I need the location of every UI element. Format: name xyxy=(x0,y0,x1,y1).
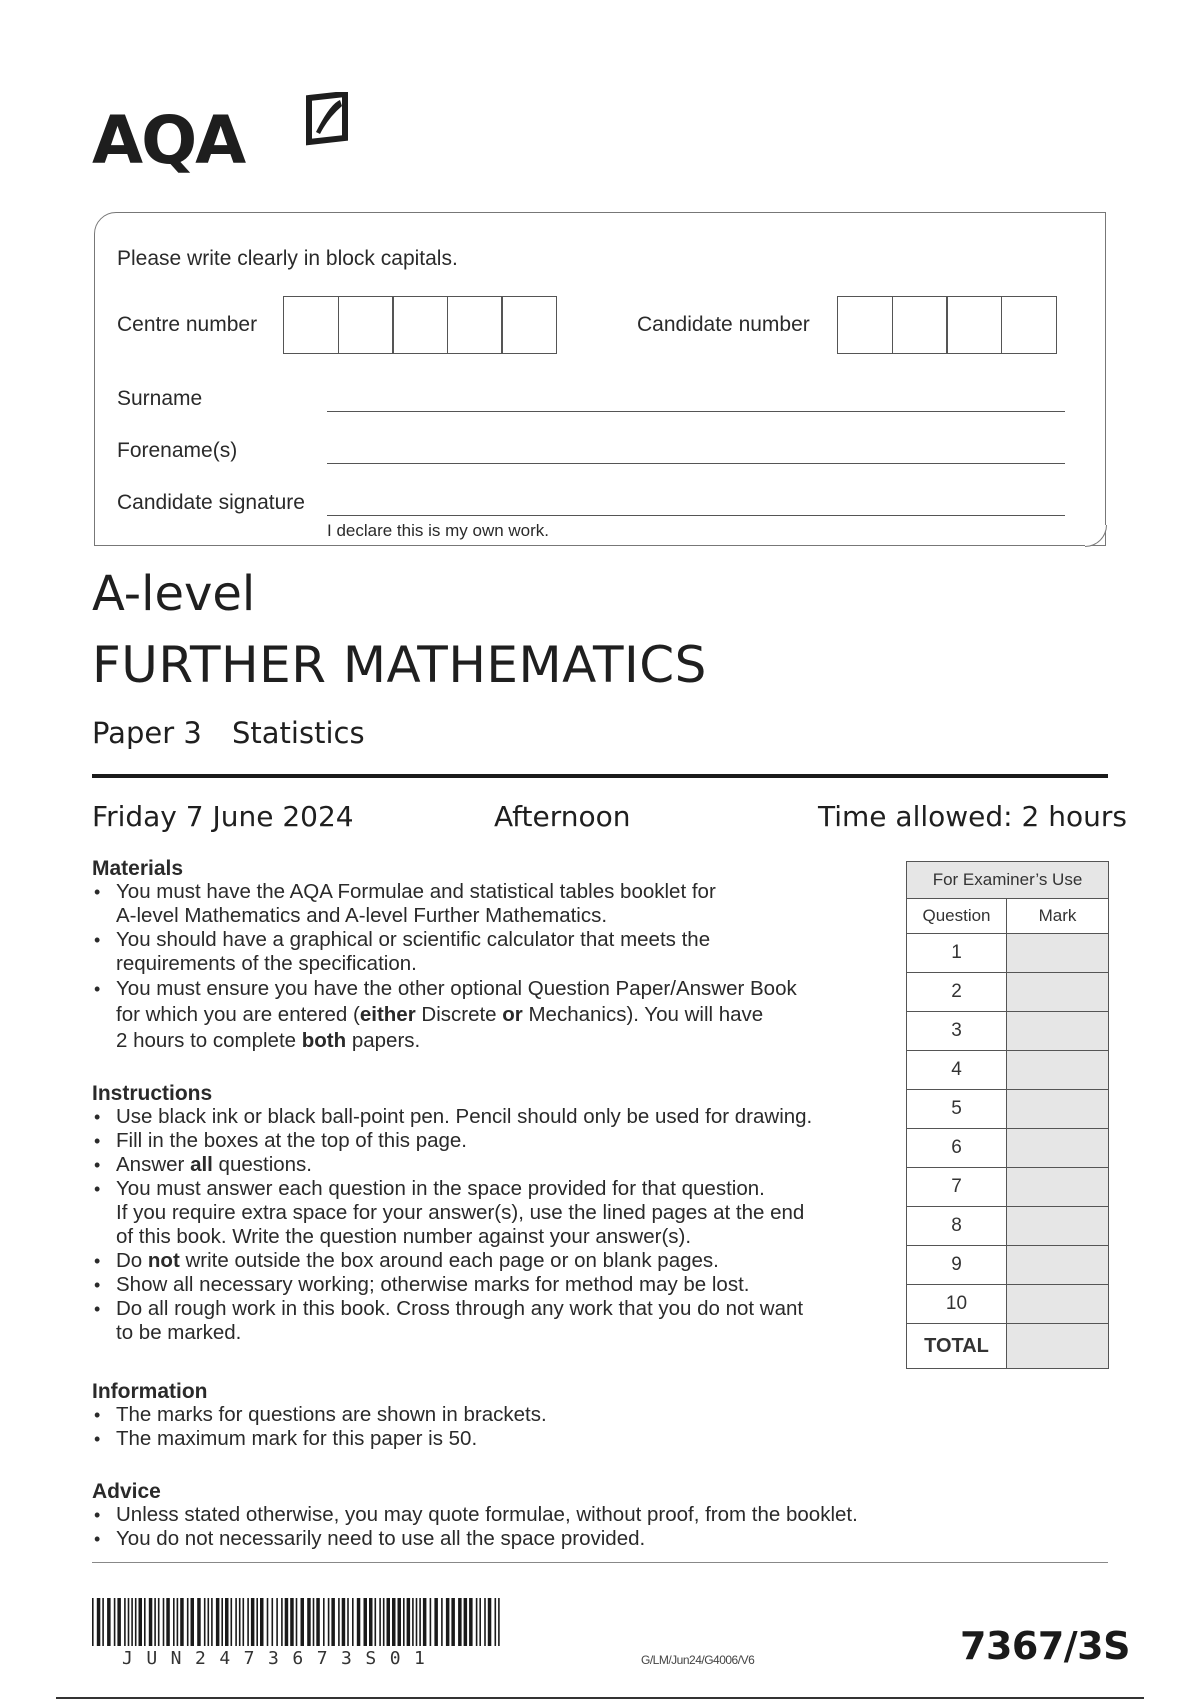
information-list xyxy=(92,1403,892,1451)
list-item: • Do all rough work in this book. Cross through any work that you do not want to be marked. xyxy=(92,1297,912,1345)
candidate-number-digit[interactable] xyxy=(1001,296,1057,354)
candidate-number-label: Candidate number xyxy=(637,313,810,336)
table-row: 3 xyxy=(907,1012,1109,1051)
reference-code: G/LM/Jun24/G4006/V6 xyxy=(641,1653,755,1667)
table-row: 6 xyxy=(907,1129,1109,1168)
barcode-icon xyxy=(92,1598,504,1648)
surname-label: Surname xyxy=(117,387,203,410)
instructions-heading: Instructions xyxy=(92,1082,213,1105)
table-row: 4 xyxy=(907,1051,1109,1090)
list-item: • You must have the AQA Formulae and statistical tables booklet for A-level Mathematics and A-level Further Mathematics. xyxy=(92,880,892,928)
mark-cell xyxy=(1007,934,1109,973)
materials-list xyxy=(92,880,892,1054)
list-item: • You must answer each question in the space provided for that question. If you require extra space for your answer(s), use the lined pages at the end of this book. Write the question number against your answer(s). xyxy=(92,1177,912,1249)
list-item: • Do not write outside the box around each page or on blank pages. xyxy=(92,1249,912,1273)
table-row: 2 xyxy=(907,973,1109,1012)
aqa-swoosh-icon xyxy=(306,92,348,146)
qualification-level: A-level xyxy=(92,566,256,622)
table-row xyxy=(907,1324,1109,1369)
surname-input-line[interactable] xyxy=(327,411,1065,412)
subject-title: FURTHER MATHEMATICS xyxy=(92,636,707,694)
examiners-use-title: For Examiner’s Use xyxy=(907,862,1109,899)
exam-date: Friday 7 June 2024 xyxy=(92,800,354,833)
table-row: 7 xyxy=(907,1168,1109,1207)
aqa-logo xyxy=(92,88,352,188)
signature-label: Candidate signature xyxy=(117,491,305,514)
mark-column-header: Mark xyxy=(1007,899,1109,934)
candidate-number-digit[interactable] xyxy=(946,296,1002,354)
footer-divider xyxy=(92,1562,1108,1563)
exam-session: Afternoon xyxy=(494,800,631,833)
declaration-text: I declare this is my own work. xyxy=(327,521,550,540)
list-item: • Unless stated otherwise, you may quote formulae, without proof, from the booklet. xyxy=(92,1503,992,1527)
table-row: 1 xyxy=(907,934,1109,973)
signature-input-line[interactable] xyxy=(327,515,1065,516)
centre-number-digit[interactable] xyxy=(392,296,448,354)
materials-heading: Materials xyxy=(92,857,184,880)
table-row: 9 xyxy=(907,1246,1109,1285)
centre-number-digit[interactable] xyxy=(338,296,394,354)
barcode-text: JUN2473673S01 xyxy=(122,1648,439,1669)
list-item: • You must ensure you have the other optional Question Paper/Answer Book for which you are entered (either Discrete or Mechanics). You will have 2 hours to complete both papers. xyxy=(92,976,892,1054)
list-item: • You do not necessarily need to use all the space provided. xyxy=(92,1527,992,1551)
candidate-number-digit[interactable] xyxy=(892,296,948,354)
time-allowed: Time allowed: 2 hours xyxy=(818,800,1127,833)
list-item: • Use black ink or black ball-point pen. Pencil should only be used for drawing. xyxy=(92,1105,912,1129)
paper-code: 7367/3S xyxy=(960,1624,1130,1668)
mark-cell xyxy=(1007,1168,1109,1207)
table-row: 5 xyxy=(907,1090,1109,1129)
paper-number: Paper 3 xyxy=(92,716,202,750)
advice-list xyxy=(92,1503,992,1551)
candidate-details-box xyxy=(94,212,1106,546)
list-item: • Show all necessary working; otherwise marks for method may be lost. xyxy=(92,1273,912,1297)
centre-number-digit[interactable] xyxy=(447,296,503,354)
total-label: TOTAL xyxy=(907,1324,1007,1369)
mark-cell xyxy=(1007,1090,1109,1129)
centre-number-field[interactable] xyxy=(283,296,556,354)
advice-heading: Advice xyxy=(92,1480,161,1503)
centre-number-label: Centre number xyxy=(117,313,258,336)
mark-cell xyxy=(1007,1246,1109,1285)
information-heading: Information xyxy=(92,1380,208,1403)
mark-cell xyxy=(1007,1129,1109,1168)
title-divider xyxy=(92,774,1108,778)
examiners-use-table xyxy=(906,861,1109,1369)
mark-cell xyxy=(1007,1207,1109,1246)
forenames-input-line[interactable] xyxy=(327,463,1065,464)
mark-cell xyxy=(1007,973,1109,1012)
candidate-number-field[interactable] xyxy=(837,296,1055,354)
instructions-list xyxy=(92,1105,912,1345)
mark-cell xyxy=(1007,1051,1109,1090)
logo-text: AQA xyxy=(92,102,245,179)
list-item: • The maximum mark for this paper is 50. xyxy=(92,1427,892,1451)
block-capitals-instruction: Please write clearly in block capitals. xyxy=(117,247,458,270)
page-bottom-rule xyxy=(56,1697,1144,1699)
question-column-header: Question xyxy=(907,899,1007,934)
candidate-number-digit[interactable] xyxy=(837,296,893,354)
table-row: 8 xyxy=(907,1207,1109,1246)
table-row: 10 xyxy=(907,1285,1109,1324)
forenames-label: Forename(s) xyxy=(117,439,238,462)
total-mark-cell xyxy=(1007,1324,1109,1369)
mark-cell xyxy=(1007,1285,1109,1324)
list-item: • Fill in the boxes at the top of this page. xyxy=(92,1129,912,1153)
list-item: • Answer all questions. xyxy=(92,1153,912,1177)
list-item: • The marks for questions are shown in brackets. xyxy=(92,1403,892,1427)
centre-number-digit[interactable] xyxy=(283,296,339,354)
centre-number-digit[interactable] xyxy=(501,296,557,354)
list-item: • You should have a graphical or scientific calculator that meets the requirements of the specification. xyxy=(92,928,892,976)
mark-cell xyxy=(1007,1012,1109,1051)
paper-name: Statistics xyxy=(232,716,365,750)
